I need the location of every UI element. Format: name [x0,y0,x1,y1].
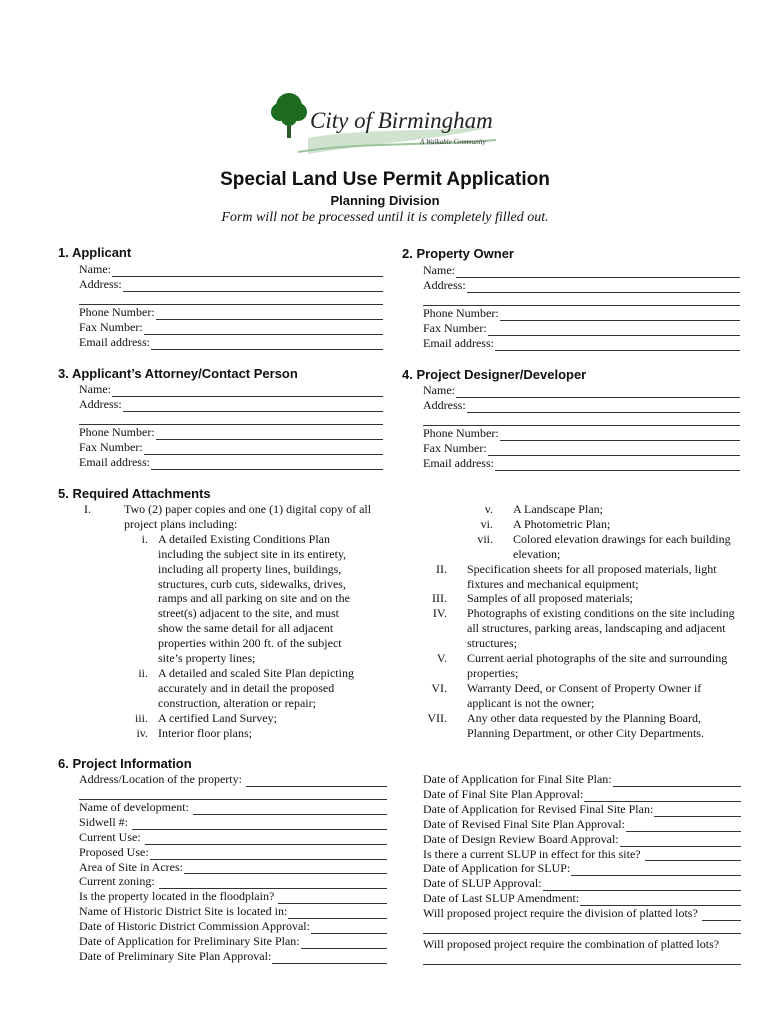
item-text: Two (2) paper copies and one (1) digital copy of all project plans including: [124,502,372,531]
owner-address-line-2[interactable] [423,293,740,306]
field-label: Current zoning: [79,874,155,889]
design-review-date-field[interactable] [423,832,741,847]
input-line[interactable] [288,907,387,919]
input-line[interactable] [584,790,741,802]
input-line[interactable] [156,308,383,320]
item-text: Interior floor plans; [158,725,252,740]
field-label: Date of Final Site Plan Approval: [423,786,584,801]
floodplain-field[interactable] [79,889,387,904]
owner-name-field[interactable] [423,263,740,278]
attorney-fields [79,382,383,470]
page-title: Special Land Use Permit Application [220,169,550,190]
item-number: VII. [427,710,447,725]
item-number: vi. [480,516,493,531]
field-label: Proposed Use: [79,844,149,859]
input-line[interactable] [543,879,741,891]
attachment-subitem [84,726,386,741]
attachment-subitem [423,502,743,517]
field-label: Name of development: [79,799,189,814]
field-label: Address: [423,277,466,292]
input-line[interactable] [150,848,387,860]
current-slup-field[interactable] [423,847,741,862]
input-line[interactable] [500,309,740,321]
attachment-roman-item [423,591,743,606]
attachment-item-I [84,502,386,532]
designer-address-line-2[interactable] [423,413,740,426]
attachment-roman-item [423,606,743,651]
field-label: Is there a current SLUP in effect for this site? [423,846,641,861]
field-label: Name: [423,383,455,397]
designer-name-field[interactable] [423,383,740,398]
field-label: Date of SLUP Approval: [423,876,542,891]
field-label: Date of Revised Final Site Plan Approval: [423,816,625,831]
field-label: Date of Historic District Commission Approval: [79,919,310,934]
field-label: Fax Number: [423,440,487,455]
item-text: Samples of all proposed materials; [467,591,633,606]
input-line[interactable] [620,835,741,847]
attachment-roman-item [423,562,743,592]
input-line[interactable] [145,833,387,845]
item-number: i. [141,531,148,546]
designer-email-field[interactable] [423,456,740,471]
attachment-subitem [423,532,743,562]
attachment-roman-item [423,651,743,681]
attorney-phone-field[interactable] [79,425,383,440]
applicant-fax-field[interactable] [79,320,383,335]
development-name-field[interactable] [79,800,387,815]
item-number: iii. [134,710,148,725]
input-line[interactable] [123,400,383,412]
input-line[interactable] [193,803,387,815]
item-number: V. [436,651,447,666]
page-note: Form will not be processed until it is completely filled out. [221,210,549,225]
field-label: Name: [423,263,455,277]
section-heading-owner: 2. Property Owner [402,246,514,261]
input-line[interactable] [151,458,383,470]
input-line[interactable] [132,818,387,830]
item-text: Any other data requested by the Planning Board, Planning Department, or other City Departments. [467,710,704,740]
field-label: Is the property located in the floodplain? [79,889,275,904]
input-line[interactable] [144,443,383,455]
owner-email-field[interactable] [423,336,740,351]
field-label: Phone Number: [79,304,155,319]
input-line[interactable] [456,266,740,278]
input-line[interactable] [580,894,741,906]
slup-application-date-field[interactable] [423,861,741,876]
attachment-subitem [84,532,386,666]
input-line[interactable] [151,338,383,350]
field-label: Will proposed project require the division of platted lots? [423,906,698,921]
item-number: III. [432,591,447,606]
logo-city-name: City of Birmingham [310,108,493,133]
field-label: Email address: [79,334,150,349]
field-label: Name of Historic District Site is located in: [79,904,288,919]
input-line[interactable] [278,892,387,904]
item-text: Colored elevation drawings for each building elevation; [513,531,731,561]
logo-tagline: A Walkable Community [420,138,486,146]
attachment-roman-item [423,711,743,741]
project-address-line-2[interactable] [79,787,387,800]
attachment-sublist-left [84,532,386,741]
project-fields-left [79,772,387,964]
applicant-email-field[interactable] [79,335,383,350]
attorney-address-line-2[interactable] [79,412,383,425]
revised-application-date-field[interactable] [423,802,741,817]
current-zoning-field[interactable] [79,874,387,889]
input-line[interactable] [112,385,383,397]
project-address-field[interactable] [79,772,387,787]
attorney-fax-field[interactable] [79,440,383,455]
applicant-name-field[interactable] [79,262,383,277]
designer-fax-field[interactable] [423,441,740,456]
input-line[interactable] [156,428,383,440]
item-number: iv. [136,725,148,740]
attachment-subitem [423,517,743,532]
input-line[interactable] [467,281,740,293]
item-number: I. [84,502,91,516]
item-text: A detailed Existing Conditions Plan including the subject site in its entirety, including all property lines, buildings, structures, curb cuts, sidewalks, drives, ramps and all parking on site and on the street(s) adjacent to the site, and must show the same detail for all adjacent properties within 200 ft. of the subject site’s property lines; [158,531,350,666]
section-heading-designer: 4. Project Designer/Developer [402,367,587,382]
site-area-field[interactable] [79,860,387,875]
preliminary-application-date-field[interactable] [79,934,387,949]
designer-fields [423,383,740,471]
item-number: vii. [477,531,493,546]
field-label: Phone Number: [423,305,499,320]
field-label: Current Use: [79,829,141,844]
attachment-subitem [84,711,386,726]
item-number: VI. [431,680,447,695]
input-line[interactable] [654,805,741,817]
input-line[interactable] [301,937,387,949]
historic-approval-date-field[interactable] [79,919,387,934]
field-label: Date of Last SLUP Amendment: [423,891,580,906]
attachments-right [423,502,743,741]
applicant-phone-field[interactable] [79,305,383,320]
proposed-use-field[interactable] [79,845,387,860]
field-label: Date of Application for Final Site Plan: [423,772,612,786]
field-label: Phone Number: [423,425,499,440]
item-number: IV. [432,606,447,621]
owner-fax-field[interactable] [423,321,740,336]
input-line[interactable] [246,775,387,787]
field-label: Date of Application for Revised Final Site Plan: [423,801,654,816]
input-line[interactable] [272,952,387,964]
section-heading-attorney: 3. Applicant’s Attorney/Contact Person [58,366,298,381]
input-line[interactable] [112,265,383,277]
field-label: Address: [79,396,122,411]
field-label: Email address: [79,454,150,469]
field-label: Area of Site in Acres: [79,859,183,874]
revised-approval-date-field[interactable] [423,817,741,832]
designer-address-field[interactable] [423,398,740,413]
input-line[interactable] [144,323,383,335]
input-line[interactable] [184,862,387,874]
item-number: II. [436,561,447,576]
project-fields-right [423,772,741,965]
field-label: Address: [423,397,466,412]
item-text: Warranty Deed, or Consent of Property Owner if applicant is not the owner; [467,680,702,710]
attachment-roman-item [423,681,743,711]
section-heading-project: 6. Project Information [58,756,192,771]
sidwell-field[interactable] [79,815,387,830]
item-text: Photographs of existing conditions on the site including all structures, parking areas, landscaping and adjacent structures; [467,606,735,651]
historic-district-field[interactable] [79,904,387,919]
lot-division-line-2[interactable] [423,921,741,934]
final-application-date-field[interactable] [423,772,741,787]
item-number: ii. [138,665,148,680]
field-label: Email address: [423,335,494,350]
owner-address-field[interactable] [423,278,740,293]
last-slup-amendment-field[interactable] [423,891,741,906]
attorney-name-field[interactable] [79,382,383,397]
attorney-email-field[interactable] [79,455,383,470]
applicant-address-line-2[interactable] [79,292,383,305]
field-label: Fax Number: [79,439,143,454]
lot-combination-field[interactable] [423,937,741,952]
field-label: Fax Number: [423,320,487,335]
field-label: Name: [79,382,111,396]
applicant-address-field[interactable] [79,277,383,292]
input-line[interactable] [456,386,740,398]
lot-combination-line-2[interactable] [423,952,741,965]
input-line[interactable] [488,324,740,336]
input-line[interactable] [159,877,387,889]
item-text: A Landscape Plan; [513,502,603,516]
input-line[interactable] [626,820,741,832]
owner-phone-field[interactable] [423,306,740,321]
field-label: Date of Application for Preliminary Site Plan: [79,934,300,949]
item-text: A Photometric Plan; [513,516,611,531]
lot-division-field[interactable] [423,906,741,921]
item-text: Current aerial photographs of the site and surrounding properties; [467,651,728,680]
input-line[interactable] [571,864,741,876]
designer-phone-field[interactable] [423,426,740,441]
attachments-left [84,502,386,741]
field-label: Name: [79,262,111,276]
input-line[interactable] [495,339,740,351]
current-use-field[interactable] [79,830,387,845]
owner-fields [423,263,740,351]
input-line[interactable] [467,401,740,413]
field-label: Date of Design Review Board Approval: [423,831,619,846]
input-line[interactable] [495,459,740,471]
item-text: A certified Land Survey; [158,710,277,725]
field-label: Date of Application for SLUP: [423,861,571,876]
attachment-subitem [84,666,386,711]
attorney-address-field[interactable] [79,397,383,412]
field-label: Fax Number: [79,319,143,334]
item-text: Specification sheets for all proposed materials, light fixtures and mechanical equipment; [467,561,717,591]
section-heading-applicant: 1. Applicant [58,245,132,260]
final-approval-date-field[interactable] [423,787,741,802]
field-label: Phone Number: [79,424,155,439]
input-line[interactable] [613,775,741,787]
input-line[interactable] [500,429,740,441]
field-label: Email address: [423,455,494,470]
item-number: v. [484,502,493,516]
applicant-fields [79,262,383,350]
input-line[interactable] [488,444,740,456]
item-text: A detailed and scaled Site Plan depicting accurately and in detail the proposed construction, alteration or repair; [158,665,354,710]
preliminary-approval-date-field[interactable] [79,949,387,964]
field-label: Address/Location of the property: [79,772,242,786]
field-label: Sidwell #: [79,814,129,829]
input-line[interactable] [702,909,741,921]
slup-approval-date-field[interactable] [423,876,741,891]
input-line[interactable] [311,922,387,934]
page-subtitle: Planning Division [330,193,440,208]
field-label: Address: [79,276,122,291]
field-label: Will proposed project require the combination of platted lots? [423,937,720,952]
city-logo [268,90,500,170]
input-line[interactable] [123,280,383,292]
input-line[interactable] [645,849,741,861]
section-heading-attachments: 5. Required Attachments [58,486,211,501]
field-label: Date of Preliminary Site Plan Approval: [79,948,272,963]
